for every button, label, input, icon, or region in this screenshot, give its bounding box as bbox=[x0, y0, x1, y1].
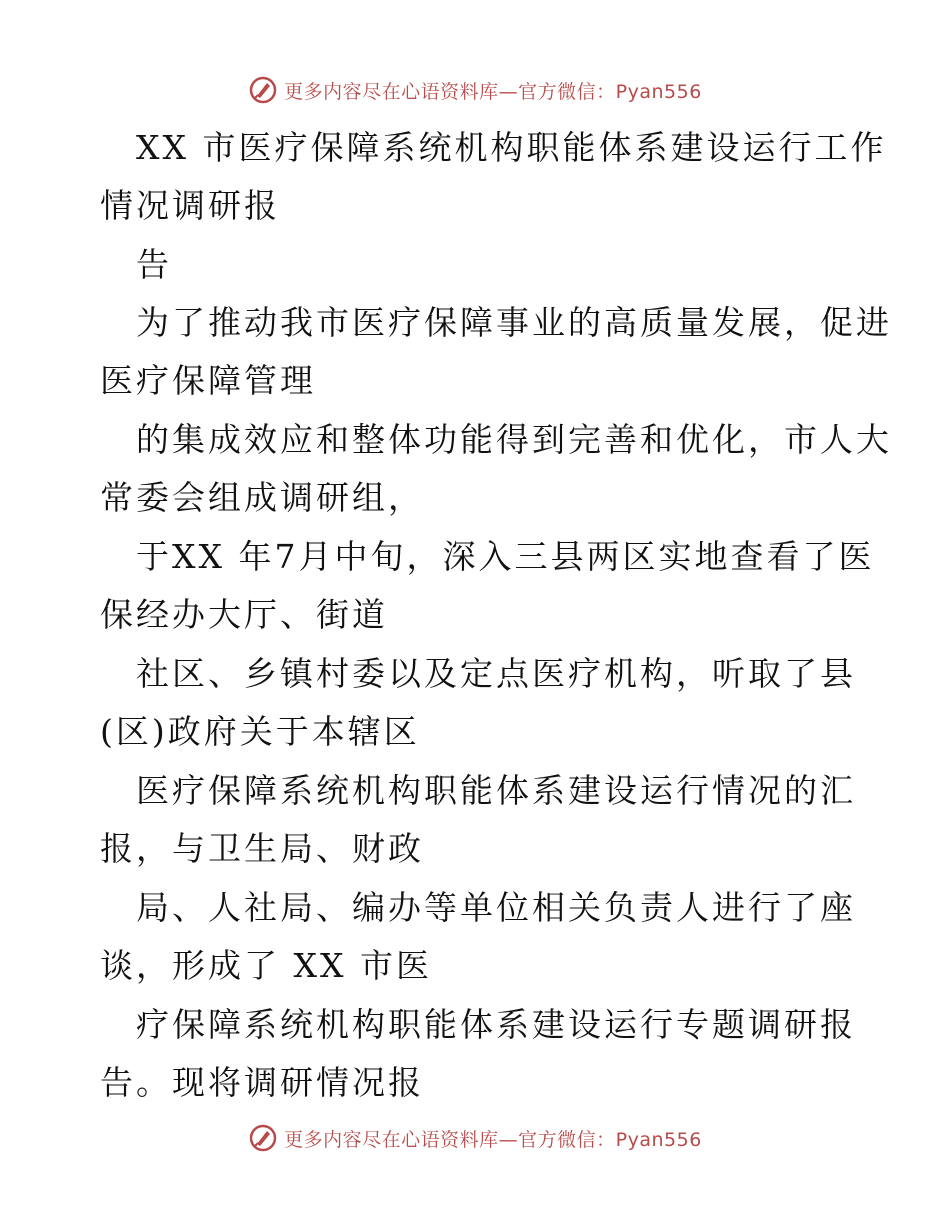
text-line: 医疗保障系统机构职能体系建设运行情况的汇 bbox=[136, 771, 856, 810]
text-line: 情况调研报 bbox=[100, 186, 280, 225]
text-line: 为了推动我市医疗保障事业的高质量发展，促进 bbox=[136, 303, 892, 342]
header-watermark bbox=[0, 70, 950, 110]
footer-watermark bbox=[0, 1118, 950, 1158]
text-line: (区)政府关于本辖区 bbox=[100, 712, 420, 751]
text-line: 的集成效应和整体功能得到完善和优化，市人大 bbox=[136, 420, 892, 459]
text-line: XX 市医疗保障系统机构职能体系建设运行工作 bbox=[136, 128, 887, 167]
text-line: 社区、乡镇村委以及定点医疗机构，听取了县 bbox=[136, 654, 856, 693]
pen-logo-icon bbox=[248, 1123, 278, 1153]
text-line: 局、人社局、编办等单位相关负责人进行了座 bbox=[136, 888, 856, 927]
text-line: 报，与卫生局、财政 bbox=[100, 829, 424, 868]
pen-logo-icon bbox=[248, 75, 278, 105]
watermark-text: 更多内容尽在心语资料库—官方微信：Pyan556 bbox=[284, 1128, 702, 1151]
text-line: 于XX 年7月中旬，深入三县两区实地查看了医 bbox=[136, 537, 875, 576]
text-line: 保经办大厅、街道 bbox=[100, 595, 388, 634]
text-line: 告 bbox=[136, 245, 172, 284]
text-line: 谈，形成了 XX 市医 bbox=[100, 946, 432, 985]
text-line: 常委会组成调研组， bbox=[100, 478, 424, 517]
text-line: 疗保障系统机构职能体系建设运行专题调研报 bbox=[136, 1005, 856, 1044]
text-line: 告。现将调研情况报 bbox=[100, 1063, 424, 1102]
text-line: 医疗保障管理 bbox=[100, 361, 316, 400]
watermark-text: 更多内容尽在心语资料库—官方微信：Pyan556 bbox=[284, 80, 702, 103]
